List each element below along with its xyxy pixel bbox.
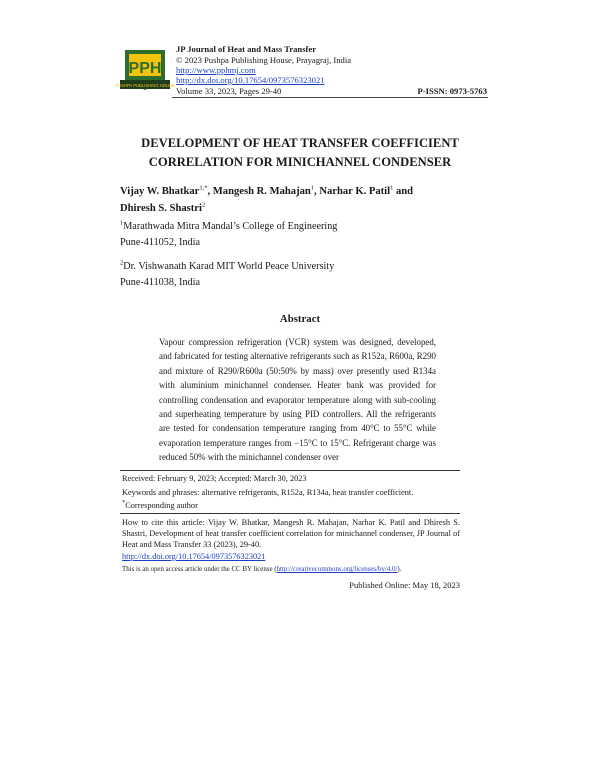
license-suffix: ). [397, 566, 402, 573]
author-name: Dhiresh S. Shastri [120, 203, 202, 214]
volume-info: Volume 33, 2023, Pages 29-40 [176, 86, 282, 96]
copyright-line: © 2023 Pushpa Publishing House, Prayagraj, India [176, 55, 352, 65]
abstract-text: Vapour compression refrigeration (VCR) system was designed, developed, and fabricated for testing alternative refrigerants such as R152a, R600a, R290 and mixture of R290/R600a (50:50% by mass) over presently used R134a with aluminium minichannel condenser. Heater bank was provided for controlling condensation and evaporator temperature along with sub-cooling and superheating temperature by using PID controllers. All the refrigerants are tested for condensation temperature ranging from 40°C to 55°C while evaporation temperature ranges from −15°C to 15°C. Refrigerant charge was reduced 50% with the minichannel condenser over [159, 337, 436, 463]
author-affil-mark: 2 [201, 201, 206, 209]
author-name: Narhar K. Patil [319, 186, 391, 197]
footnote-divider [120, 470, 460, 471]
affiliation-city: Pune-411038, India [120, 277, 200, 288]
received-dates: Received: February 9, 2023; Accepted: March 30, 2023 [122, 474, 307, 483]
author-separator: and [393, 186, 414, 197]
author-name: Vijay W. Bhatkar [120, 186, 200, 197]
author-name: Mangesh R. Mahajan [212, 186, 311, 197]
publisher-url-link[interactable]: http://www.pphmj.com [176, 65, 256, 75]
author-affil-mark: 1 [390, 184, 394, 192]
journal-name: JP Journal of Heat and Mass Transfer [176, 44, 317, 54]
author-affil-mark: 1 [310, 184, 315, 192]
affiliation-city: Pune-411052, India [120, 237, 200, 248]
issn: P-ISSN: 0973-5763 [417, 86, 487, 96]
license-prefix: This is an open access article under the CC BY license ( [122, 566, 277, 573]
author-affil-mark: 1,* [199, 184, 208, 192]
corresponding-mark: * [122, 499, 126, 507]
license-link[interactable]: http://creativecommons.org/licenses/by/4.0/ [276, 566, 398, 573]
logo-text: PPH [128, 60, 162, 77]
article-title [100, 134, 500, 172]
title-line-1: DEVELOPMENT OF HEAT TRANSFER COEFFICIENT [141, 136, 459, 150]
header-divider [172, 97, 488, 98]
citation-divider [120, 513, 460, 514]
title-line-2: CORRELATION FOR MINICHANNEL CONDENSER [148, 155, 452, 169]
affiliation-institution: Marathwada Mitra Mandal’s College of Engineering [123, 221, 338, 232]
affiliation-mark: 2 [120, 259, 124, 267]
affiliation [120, 219, 337, 251]
affiliation [120, 259, 334, 291]
published-date: Published Online: May 18, 2023 [349, 580, 460, 590]
corresponding-text: Corresponding author [125, 501, 198, 510]
doi-link[interactable]: http://dx.doi.org/10.17654/0973576323021 [176, 75, 325, 85]
corresponding-author-note [122, 500, 198, 511]
citation-doi-link[interactable]: http://dx.doi.org/10.17654/0973576323021 [122, 552, 266, 561]
keywords: Keywords and phrases: alternative refrigerants, R152a, R134a, heat transfer coefficient. [122, 488, 414, 497]
citation-text: How to cite this article: Vijay W. Bhatkar, Mangesh R. Mahajan, Narhar K. Patil and Dhiresh S. Shastri, Development of heat transfer coefficient correlation for minichannel condenser, JP Journal of Heat and Mass Transfer 33 (2023), 29-40. [122, 518, 460, 550]
author-list: Vijay W. Bhatkar$^{1,*}$, Mangesh R. Mahajan$^1$, Narhar K. Patil$^1$ and Dhiresh S. Shastri$^2$ [120, 184, 414, 214]
logo-ribbon-text: PUSHPA PUBLISHING HOUSE [115, 83, 175, 88]
publisher-logo [115, 44, 175, 96]
abstract-heading: Abstract [279, 313, 321, 325]
affiliation-mark: 1 [120, 219, 124, 227]
license-note [122, 566, 401, 573]
affiliation-institution: Dr. Vishwanath Karad MIT World Peace University [123, 261, 335, 272]
